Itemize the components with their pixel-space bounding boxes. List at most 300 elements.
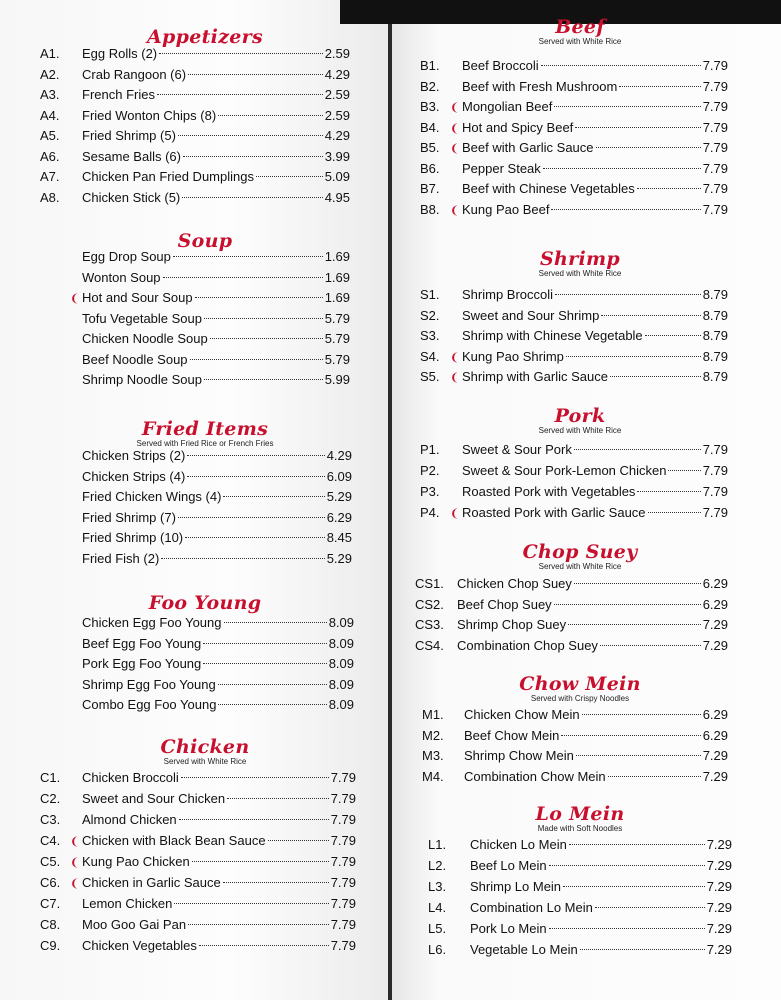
menu-item-price: 8.79 xyxy=(702,287,728,302)
menu-item-price: 8.09 xyxy=(328,656,354,671)
menu-item-name: Kung Pao Beef xyxy=(462,201,550,217)
section-title: Chop Suey xyxy=(522,541,638,563)
menu-item-price: 6.09 xyxy=(326,468,352,484)
dot-leader xyxy=(668,470,700,471)
dot-leader xyxy=(188,924,329,925)
dot-leader xyxy=(575,127,700,128)
menu-item-name: Beef Noodle Soup xyxy=(82,351,188,367)
menu-item-code: A4. xyxy=(40,107,60,123)
menu-item-price: 4.29 xyxy=(326,448,352,463)
menu-item-name: Shrimp Chow Mein xyxy=(464,748,574,763)
section-title: Fried Items xyxy=(141,418,269,440)
menu-item xyxy=(420,306,728,326)
chili-pepper-icon: ❨ xyxy=(70,878,80,890)
menu-item-code: B6. xyxy=(420,160,440,176)
menu-item-name: Fried Chicken Wings (4) xyxy=(82,489,222,504)
menu-item-name: Fried Wonton Chips (8) xyxy=(82,107,217,123)
menu-item xyxy=(428,877,732,897)
menu-item-price: 7.29 xyxy=(702,617,728,632)
menu-item-name: Chicken Vegetables xyxy=(82,938,197,953)
menu-item-price: 2.59 xyxy=(324,107,350,123)
menu-item-price: 7.79 xyxy=(330,833,356,848)
chili-pepper-icon: ❨ xyxy=(70,836,80,848)
menu-item xyxy=(40,350,350,370)
menu-item-name: Shrimp Lo Mein xyxy=(470,879,562,894)
menu-item-name: Shrimp Noodle Soup xyxy=(82,372,202,387)
menu-item xyxy=(40,65,350,85)
menu-item xyxy=(420,482,728,502)
menu-item xyxy=(420,118,728,138)
menu-item-code: C4. xyxy=(40,833,61,848)
dot-leader xyxy=(576,755,701,756)
menu-item-code: A6. xyxy=(40,148,60,164)
menu-item xyxy=(40,894,356,914)
menu-item-code: L1. xyxy=(428,837,447,852)
menu-item xyxy=(40,613,354,633)
menu-item-name: Wonton Soup xyxy=(82,269,161,285)
menu-item-name: Roasted Pork with Vegetables xyxy=(462,484,636,499)
menu-item xyxy=(40,487,352,507)
menu-item-price: 7.29 xyxy=(702,637,728,653)
dot-leader xyxy=(187,476,324,477)
menu-item-price: 7.29 xyxy=(706,837,732,852)
menu-item-name: Beef Chow Mein xyxy=(464,727,560,743)
dot-leader xyxy=(637,188,701,189)
dot-leader xyxy=(178,135,323,136)
section-subtitle: Made with Soft Noodles xyxy=(537,824,623,833)
menu-item xyxy=(415,636,728,656)
menu-item-price: 7.79 xyxy=(330,770,356,785)
dot-leader xyxy=(541,65,701,66)
menu-item-name: Vegetable Lo Mein xyxy=(470,942,578,957)
menu-item-price: 4.95 xyxy=(324,189,350,205)
menu-item-price: 7.79 xyxy=(702,484,728,499)
dot-leader xyxy=(608,776,701,777)
chili-pepper-icon: ❨ xyxy=(70,293,80,305)
menu-item xyxy=(40,329,350,349)
dot-leader xyxy=(574,583,701,584)
menu-item-price: 7.79 xyxy=(330,791,356,806)
menu-item-name: Egg Drop Soup xyxy=(82,249,171,264)
menu-item-price: 7.79 xyxy=(330,938,356,953)
dot-leader xyxy=(199,945,329,946)
menu-item-code: L3. xyxy=(428,879,447,894)
menu-item xyxy=(415,615,728,635)
menu-item-name: Fried Fish (2) xyxy=(82,550,160,566)
dot-leader xyxy=(549,865,705,866)
menu-item-code: M2. xyxy=(422,727,444,743)
menu-item xyxy=(40,188,350,208)
menu-item xyxy=(420,138,728,158)
menu-item xyxy=(422,746,728,766)
menu-item-price: 7.79 xyxy=(330,875,356,890)
menu-item xyxy=(420,97,728,117)
menu-item-price: 7.29 xyxy=(706,858,732,873)
menu-item-price: 1.69 xyxy=(324,269,350,285)
menu-item-name: Mongolian Beef xyxy=(462,99,553,114)
dot-leader xyxy=(224,622,327,623)
menu-item-name: Chicken Strips (4) xyxy=(82,468,186,484)
menu-item xyxy=(420,347,728,367)
menu-item-code: A3. xyxy=(40,87,60,102)
menu-item xyxy=(40,695,354,715)
dot-leader xyxy=(568,624,701,625)
menu-item-price: 8.79 xyxy=(702,369,728,384)
menu-item xyxy=(40,831,356,851)
menu-item xyxy=(40,873,356,893)
dot-leader xyxy=(178,517,325,518)
menu-item xyxy=(40,936,356,956)
chili-pepper-icon: ❨ xyxy=(450,102,460,114)
menu-item xyxy=(40,528,352,548)
menu-item xyxy=(40,370,350,390)
menu-item-name: Crab Rangoon (6) xyxy=(82,66,187,82)
menu-item xyxy=(40,915,356,935)
menu-item-price: 7.79 xyxy=(702,505,728,520)
menu-item-name: Hot and Spicy Beef xyxy=(462,119,574,135)
menu-item xyxy=(40,126,350,146)
menu-item xyxy=(420,285,728,305)
menu-item-name: Shrimp Chop Suey xyxy=(457,617,567,632)
dot-leader xyxy=(204,379,323,380)
menu-item-code: C2. xyxy=(40,791,61,806)
menu-item-name: Chicken Stick (5) xyxy=(82,189,181,205)
dot-leader xyxy=(268,840,329,841)
dot-leader xyxy=(218,704,326,705)
dot-leader xyxy=(173,256,323,257)
menu-item xyxy=(420,461,728,481)
dot-leader xyxy=(182,197,322,198)
menu-item xyxy=(40,147,350,167)
chili-pepper-icon: ❨ xyxy=(450,143,460,155)
menu-item-price: 3.99 xyxy=(324,148,350,164)
menu-item-name: Chicken Egg Foo Young xyxy=(82,615,222,630)
menu-item-price: 7.79 xyxy=(702,181,728,196)
menu-item-name: French Fries xyxy=(82,87,155,102)
menu-item-name: Chicken in Garlic Sauce xyxy=(82,875,221,890)
menu-item-price: 7.29 xyxy=(706,900,732,915)
menu-item xyxy=(428,856,732,876)
menu-item xyxy=(428,940,732,960)
menu-item-price: 5.29 xyxy=(326,550,352,566)
menu-item-price: 5.09 xyxy=(324,169,350,184)
dot-leader xyxy=(195,297,323,298)
menu-item-price: 1.69 xyxy=(324,249,350,264)
menu-item xyxy=(40,288,350,308)
chili-pepper-icon: ❨ xyxy=(450,122,460,135)
dot-leader xyxy=(554,106,700,107)
menu-item-code: CS3. xyxy=(415,617,444,632)
menu-item-price: 4.29 xyxy=(324,66,350,82)
section-title: Pork xyxy=(554,405,606,427)
section-title: Appetizers xyxy=(147,26,263,48)
menu-item-price: 7.79 xyxy=(702,99,728,114)
menu-item-name: Sesame Balls (6) xyxy=(82,148,181,164)
menu-item-price: 8.79 xyxy=(702,348,728,364)
dot-leader xyxy=(204,318,323,319)
chili-pepper-icon: ❨ xyxy=(450,204,460,217)
menu-item-name: Chicken with Black Bean Sauce xyxy=(82,833,266,848)
menu-item-price: 4.29 xyxy=(324,128,350,143)
menu-item-name: Chicken Noodle Soup xyxy=(82,331,208,346)
menu-item-price: 8.09 xyxy=(328,697,354,712)
menu-item-name: Chicken Chow Mein xyxy=(464,707,580,722)
section-subtitle: Served with Crispy Noodles xyxy=(530,694,630,703)
menu-item-code: A8. xyxy=(40,189,60,205)
dot-leader xyxy=(595,907,705,908)
menu-item xyxy=(40,268,350,288)
menu-item-code: A1. xyxy=(40,46,60,61)
menu-item xyxy=(420,503,728,523)
menu-item-name: Shrimp Broccoli xyxy=(462,287,554,302)
menu-item xyxy=(415,595,728,615)
menu-item-name: Sweet and Sour Chicken xyxy=(82,791,226,806)
menu-item-price: 7.79 xyxy=(702,201,728,217)
menu-item-price: 6.29 xyxy=(702,576,728,591)
dot-leader xyxy=(637,491,700,492)
menu-item-price: 7.79 xyxy=(702,463,728,478)
menu-item-name: Pork Egg Foo Young xyxy=(82,656,202,671)
dot-leader xyxy=(163,277,323,278)
menu-item-code: CS4. xyxy=(415,637,444,653)
menu-item-code: B4. xyxy=(420,119,440,135)
menu-item-name: Pepper Steak xyxy=(462,160,541,176)
menu-item-name: Fried Shrimp (5) xyxy=(82,128,176,143)
menu-item-name: Shrimp with Garlic Sauce xyxy=(462,369,608,384)
menu-item xyxy=(420,56,728,76)
dot-leader xyxy=(190,359,323,360)
menu-item-code: B2. xyxy=(420,78,440,94)
dot-leader xyxy=(174,903,328,904)
dot-leader xyxy=(218,684,327,685)
menu-item-name: Beef Lo Mein xyxy=(470,858,547,873)
menu-item-price: 5.99 xyxy=(324,372,350,387)
menu-item-price: 7.29 xyxy=(702,748,728,763)
menu-item-price: 8.09 xyxy=(328,615,354,630)
menu-item xyxy=(422,726,728,746)
section-subtitle: Served with White Rice xyxy=(538,37,622,46)
menu-item-price: 8.79 xyxy=(702,307,728,323)
menu-item-code: C8. xyxy=(40,917,61,932)
menu-item-code: M1. xyxy=(422,707,444,722)
dot-leader xyxy=(185,537,325,538)
menu-item-price: 7.79 xyxy=(330,812,356,827)
menu-item xyxy=(420,367,728,387)
menu-item-price: 7.79 xyxy=(702,442,728,457)
dot-leader xyxy=(601,315,700,316)
menu-item-name: Pork Lo Mein xyxy=(470,921,547,936)
menu-item-name: Chicken Lo Mein xyxy=(470,837,567,852)
menu-item-price: 7.79 xyxy=(330,917,356,932)
dot-leader xyxy=(179,819,329,820)
dot-leader xyxy=(223,496,324,497)
dot-leader xyxy=(554,604,701,605)
menu-item xyxy=(428,898,732,918)
menu-item xyxy=(40,810,356,830)
menu-item-name: Chicken Strips (2) xyxy=(82,448,186,463)
menu-item-code: C1. xyxy=(40,770,61,785)
menu-item-code: A2. xyxy=(40,66,60,82)
dot-leader xyxy=(256,176,323,177)
menu-item-code: A5. xyxy=(40,128,60,143)
menu-item xyxy=(40,309,350,329)
menu-item-price: 7.79 xyxy=(702,58,728,73)
menu-item-name: Combo Egg Foo Young xyxy=(82,697,217,712)
chili-pepper-icon: ❨ xyxy=(450,351,460,364)
menu-item xyxy=(40,789,356,809)
menu-item-name: Roasted Pork with Garlic Sauce xyxy=(462,505,646,520)
menu-item xyxy=(40,167,350,187)
menu-item-price: 8.79 xyxy=(702,328,728,343)
menu-item-code: C6. xyxy=(40,875,61,890)
menu-item xyxy=(40,106,350,126)
menu-item-name: Fried Shrimp (10) xyxy=(82,530,184,545)
menu-item-name: Lemon Chicken xyxy=(82,896,173,911)
menu-item-price: 2.59 xyxy=(324,87,350,102)
menu-item-price: 6.29 xyxy=(702,727,728,743)
dot-leader xyxy=(566,356,701,357)
menu-item-name: Combination Chop Suey xyxy=(457,637,598,653)
menu-item-code: S4. xyxy=(420,348,440,364)
section-subtitle: Served with White Rice xyxy=(538,562,622,571)
menu-item-code: A7. xyxy=(40,169,60,184)
dot-leader xyxy=(563,886,705,887)
dot-leader xyxy=(543,168,701,169)
dot-leader xyxy=(187,455,324,456)
chili-pepper-icon: ❨ xyxy=(450,372,460,384)
menu-item xyxy=(420,77,728,97)
menu-item-code: C3. xyxy=(40,812,61,827)
section-title: Lo Mein xyxy=(535,803,625,825)
menu-item xyxy=(420,179,728,199)
dot-leader xyxy=(561,735,700,736)
dot-leader xyxy=(227,798,329,799)
menu-item-name: Beef with Garlic Sauce xyxy=(462,140,594,155)
dot-leader xyxy=(619,86,700,87)
section-subtitle: Served with White Rice xyxy=(163,757,247,766)
dot-leader xyxy=(582,714,701,715)
menu-item xyxy=(40,852,356,872)
dot-leader xyxy=(580,949,705,950)
menu-item-name: Beef Egg Foo Young xyxy=(82,635,202,651)
dot-leader xyxy=(555,294,701,295)
menu-item-code: S5. xyxy=(420,369,440,384)
dot-leader xyxy=(161,558,324,559)
dot-leader xyxy=(218,115,323,116)
chili-pepper-icon: ❨ xyxy=(70,857,80,869)
menu-item-price: 6.29 xyxy=(702,707,728,722)
menu-item xyxy=(40,467,352,487)
dot-leader xyxy=(183,156,323,157)
section-title: Chicken xyxy=(160,736,250,758)
section-title: Foo Young xyxy=(148,592,262,614)
menu-item-code: P3. xyxy=(420,484,440,499)
dot-leader xyxy=(181,777,329,778)
menu-item-price: 7.79 xyxy=(702,78,728,94)
section-title: Soup xyxy=(177,230,233,252)
menu-item-name: Moo Goo Gai Pan xyxy=(82,917,187,932)
menu-item-name: Sweet & Sour Pork-Lemon Chicken xyxy=(462,463,667,478)
menu-item-name: Beef with Chinese Vegetables xyxy=(462,181,635,196)
section-title: Chow Mein xyxy=(519,673,641,695)
dot-leader xyxy=(210,338,323,339)
dot-leader xyxy=(203,663,326,664)
dot-leader xyxy=(223,882,329,883)
menu-item-code: L6. xyxy=(428,942,447,957)
menu-item-name: Beef Broccoli xyxy=(462,58,539,73)
menu-item-price: 5.79 xyxy=(324,310,350,326)
menu-item-code: L2. xyxy=(428,858,447,873)
dot-leader xyxy=(569,844,705,845)
menu-item-price: 7.29 xyxy=(706,942,732,957)
menu-item-name: Kung Pao Chicken xyxy=(82,854,190,869)
menu-item-name: Fried Shrimp (7) xyxy=(82,509,176,525)
dot-leader xyxy=(159,53,323,54)
menu-item-name: Sweet and Sour Shrimp xyxy=(462,307,600,323)
menu-item-code: P1. xyxy=(420,442,440,457)
menu-item-price: 5.79 xyxy=(324,351,350,367)
menu-item xyxy=(422,767,728,787)
menu-item-code: S2. xyxy=(420,307,440,323)
menu-item-price: 5.29 xyxy=(326,489,352,504)
menu-item-code: M3. xyxy=(422,748,444,763)
menu-item-code: M4. xyxy=(422,768,444,784)
dot-leader xyxy=(551,209,700,210)
menu-item xyxy=(428,919,732,939)
menu-item-price: 7.79 xyxy=(702,140,728,155)
menu-item-name: Chicken Broccoli xyxy=(82,770,179,785)
menu-item-price: 5.79 xyxy=(324,331,350,346)
menu-item-price: 7.79 xyxy=(702,119,728,135)
menu-item-code: B3. xyxy=(420,99,440,114)
dot-leader xyxy=(192,861,329,862)
dot-leader xyxy=(549,928,705,929)
menu-item xyxy=(420,200,728,220)
menu-item-code: CS2. xyxy=(415,596,444,612)
menu-item-price: 8.45 xyxy=(326,530,352,545)
menu-item-price: 7.79 xyxy=(330,896,356,911)
dot-leader xyxy=(600,645,701,646)
section-title: Shrimp xyxy=(540,248,620,270)
menu-item-code: B7. xyxy=(420,181,440,196)
menu-item xyxy=(40,549,352,569)
menu-item xyxy=(40,675,354,695)
dot-leader xyxy=(610,376,701,377)
dot-leader xyxy=(648,512,701,513)
menu-item-name: Kung Pao Shrimp xyxy=(462,348,564,364)
menu-item xyxy=(40,768,356,788)
menu-item-code: C9. xyxy=(40,938,61,953)
menu-item xyxy=(40,446,352,466)
menu-item xyxy=(422,705,728,725)
menu-item-name: Hot and Sour Soup xyxy=(82,290,193,305)
menu-item-name: Sweet & Sour Pork xyxy=(462,442,572,457)
menu-item-price: 8.09 xyxy=(328,635,354,651)
menu-item-name: Shrimp Egg Foo Young xyxy=(82,676,216,692)
menu-item xyxy=(428,835,732,855)
menu-item-name: Chicken Chop Suey xyxy=(457,576,572,591)
menu-item-name: Beef with Fresh Mushroom xyxy=(462,78,618,94)
menu-item-name: Combination Lo Mein xyxy=(470,900,593,915)
menu-item xyxy=(420,440,728,460)
chili-pepper-icon: ❨ xyxy=(450,508,460,520)
menu-item-code: B1. xyxy=(420,58,440,73)
menu-item-name: Egg Rolls (2) xyxy=(82,46,158,61)
menu-item-code: C7. xyxy=(40,896,61,911)
menu-item-code: B8. xyxy=(420,201,440,217)
menu-item-name: Chicken Pan Fried Dumplings xyxy=(82,169,254,184)
menu-item-code: L5. xyxy=(428,921,447,936)
